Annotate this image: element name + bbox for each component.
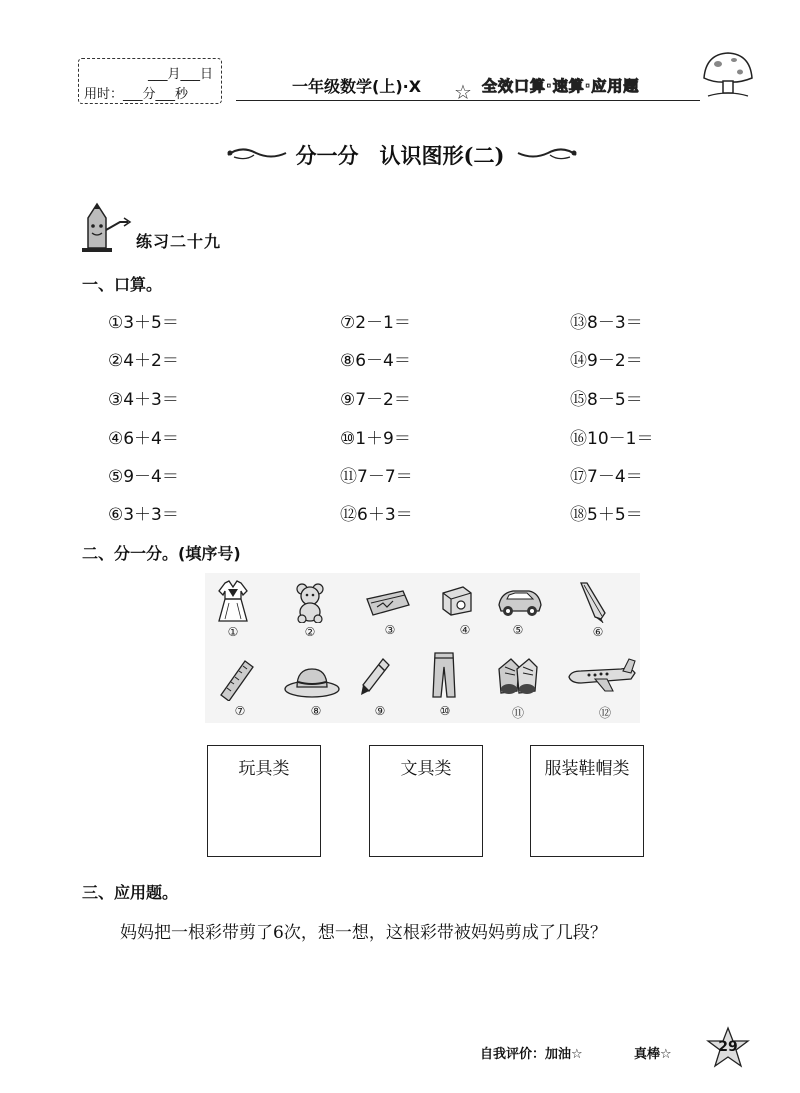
pants-icon xyxy=(429,651,459,701)
pencil-mascot-icon xyxy=(80,200,136,254)
great-rating: 真棒☆ xyxy=(634,1047,672,1062)
math-problem: ⑪7－7＝ xyxy=(340,467,413,487)
item-number: ⑧ xyxy=(310,704,322,718)
category-box-toys[interactable] xyxy=(207,745,321,857)
item-number: ④ xyxy=(459,623,471,637)
dress-icon xyxy=(215,579,251,623)
items-panel xyxy=(205,573,640,723)
pencil-sharpener-icon xyxy=(439,583,475,617)
item-number: ⑥ xyxy=(592,625,604,639)
pen-icon xyxy=(357,655,393,699)
item-number: ③ xyxy=(384,623,396,637)
header-divider xyxy=(236,100,700,101)
math-problem: ⑭9－2＝ xyxy=(570,351,643,371)
math-problem: ⑬8－3＝ xyxy=(570,313,643,333)
page-number: 29 xyxy=(718,1039,738,1055)
math-problem: ⑱5＋5＝ xyxy=(570,505,643,525)
category-label: 文具类 xyxy=(400,759,452,779)
item-number: ⑨ xyxy=(374,704,386,718)
hat-icon xyxy=(283,665,341,699)
exercise-title: 练习二十九 xyxy=(136,232,222,251)
part3-title: 三、应用题。 xyxy=(82,883,179,902)
category-label: 服装鞋帽类 xyxy=(544,759,630,779)
math-problem: ⑤9－4＝ xyxy=(108,467,179,487)
math-problem: ⑦2－1＝ xyxy=(340,313,411,333)
math-problem: ⑰7－4＝ xyxy=(570,467,643,487)
part2-title: 二、分一分。(填序号) xyxy=(82,544,241,563)
item-number: ⑪ xyxy=(511,706,524,720)
math-problem: ⑨7－2＝ xyxy=(340,390,411,410)
pencil-case-icon xyxy=(363,587,411,619)
header-slogan: 全效口算·速算·应用题 xyxy=(482,77,640,95)
toy-airplane-icon xyxy=(565,657,639,693)
math-problem: ②4＋2＝ xyxy=(108,351,179,371)
item-number: ⑩ xyxy=(439,704,451,718)
item-number: ① xyxy=(227,625,239,639)
shoes-icon xyxy=(495,653,541,697)
math-problem: ⑩1＋9＝ xyxy=(340,429,411,449)
ornament-right-icon xyxy=(516,143,578,163)
ruler-icon xyxy=(215,657,255,701)
math-problem: ⑧6－4＝ xyxy=(340,351,411,371)
math-problem: ⑯10－1＝ xyxy=(570,429,654,449)
math-problem: ④6＋4＝ xyxy=(108,429,179,449)
part1-title: 一、口算。 xyxy=(82,275,163,294)
item-number: ⑫ xyxy=(598,706,611,720)
book-title: 一年级数学(上)·X xyxy=(292,77,422,96)
time-field: 用时：___分___秒 xyxy=(84,87,189,102)
date-time-box xyxy=(78,58,222,104)
word-problem-question: 妈妈把一根彩带剪了6次，想一想，这根彩带被妈妈剪成了几段？ xyxy=(120,923,607,943)
pencil-icon xyxy=(575,579,611,623)
mushroom-icon xyxy=(700,50,756,100)
math-problem: ⑫6＋3＝ xyxy=(340,505,413,525)
category-box-stationery[interactable] xyxy=(369,745,483,857)
item-number: ⑤ xyxy=(512,623,524,637)
math-problem: ①3＋5＝ xyxy=(108,313,179,333)
math-problem: ⑮8－5＝ xyxy=(570,390,643,410)
category-label: 玩具类 xyxy=(238,759,290,779)
section-title: 分一分 认识图形(二) xyxy=(295,143,505,168)
self-evaluation: 自我评价：加油☆ xyxy=(480,1047,583,1062)
math-problem: ⑥3＋3＝ xyxy=(108,505,179,525)
category-box-clothing[interactable] xyxy=(530,745,644,857)
toy-car-icon xyxy=(495,583,545,619)
math-problem: ③4＋3＝ xyxy=(108,390,179,410)
date-field: ___月___日 xyxy=(147,67,213,82)
star-icon: ☆ xyxy=(454,80,472,104)
item-number: ② xyxy=(304,625,316,639)
teddy-bear-icon xyxy=(292,581,328,623)
item-number: ⑦ xyxy=(234,704,246,718)
